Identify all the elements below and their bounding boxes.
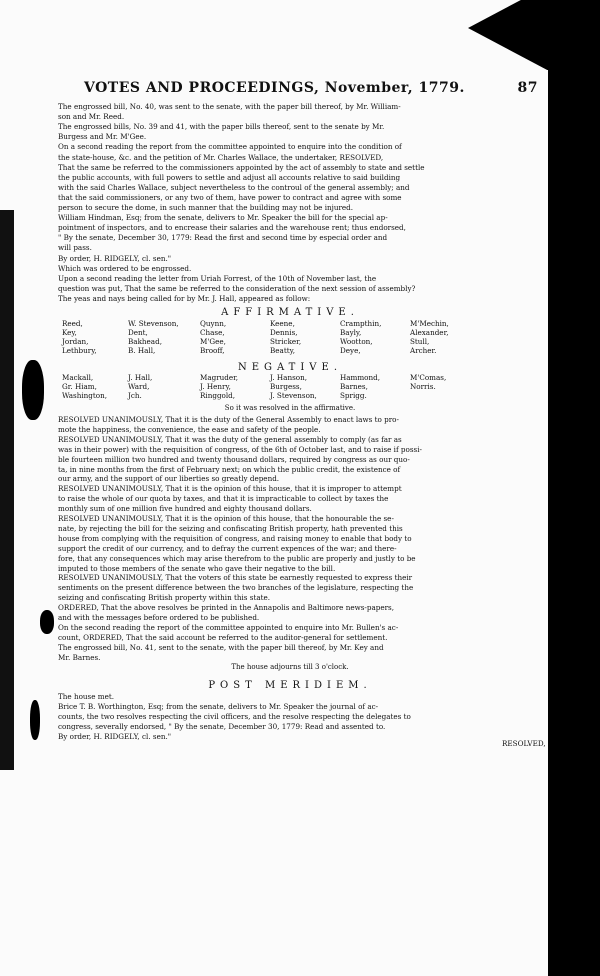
voter-name: J. Henry, bbox=[200, 382, 231, 391]
vote-result: So it was resolved in the affirmative. bbox=[224, 404, 356, 412]
catchword: RESOLVED, bbox=[502, 739, 546, 748]
voter-name: Sprigg. bbox=[340, 391, 367, 400]
negative-heading: NEGATIVE. bbox=[237, 362, 343, 373]
text-line: Upon a second reading the letter from Uriah Forrest, of the 10th of November last, the bbox=[58, 274, 377, 283]
text-line: the state-house, &c. and the petition of Mr. Charles Wallace, the undertaker, RESOLVED, bbox=[58, 153, 384, 162]
voter-name: Chase, bbox=[200, 328, 225, 337]
text-line: William Hindman, Esq; from the senate, delivers to Mr. Speaker the bill for the special ap- bbox=[58, 214, 388, 223]
text-line: monthly sum of one million five hundred and eighty thousand dollars. bbox=[58, 505, 312, 514]
text-line: imputed to those members of the senate who gave their negative to the bill. bbox=[58, 564, 336, 573]
scan-shadow-left bbox=[0, 210, 14, 770]
voter-name: Brooff, bbox=[200, 346, 225, 355]
text-line: count, ORDERED, That the said account be referred to the auditor-general for settlement. bbox=[58, 633, 388, 642]
voter-name: Stricker, bbox=[270, 337, 302, 346]
text-line: On the second reading the report of the committee appointed to enquire into Mr. Bullen's ac- bbox=[58, 623, 399, 632]
text-line: That the same be referred to the commissioners appointed by the act of assembly to state and settle bbox=[58, 163, 425, 172]
voter-name: Keene, bbox=[270, 319, 295, 328]
text-line: On a second reading the report from the committee appointed to enquire into the condition of bbox=[58, 143, 402, 152]
voter-name: Lethbury, bbox=[62, 346, 97, 355]
ink-blot bbox=[40, 610, 54, 634]
voter-name: Reed, bbox=[62, 319, 83, 328]
ink-blot bbox=[22, 360, 44, 420]
text-line: and with the messages before ordered to be published. bbox=[58, 614, 260, 622]
text-line: Mr. Barnes. bbox=[58, 653, 101, 662]
voter-name: Jch. bbox=[128, 391, 142, 400]
text-line: RESOLVED UNANIMOUSLY, That it is the opinion of this house, that it is improper to attempt bbox=[58, 485, 402, 494]
text-line: that the said commissioners, or any two of them, have power to contract and agree with some bbox=[58, 193, 402, 202]
voter-name: W. Stevenson, bbox=[128, 319, 179, 328]
voter-name: Quynn, bbox=[200, 319, 227, 328]
voter-name: Washington, bbox=[62, 391, 108, 400]
voter-name: Alexander, bbox=[410, 328, 449, 337]
text-line: Burgess and Mr. M'Gee. bbox=[58, 133, 147, 142]
text-line: house from complying with the requisition of congress, and raising money to enable that body to bbox=[58, 534, 412, 543]
text-line: was in their power) with the requisition of congress, of the 6th of October last, and to raise if possi- bbox=[58, 445, 422, 454]
voter-name: Ward, bbox=[128, 382, 150, 391]
text-line: son and Mr. Reed. bbox=[58, 113, 125, 122]
text-line: The yeas and nays being called for by Mr. J. Hall, appeared as follow: bbox=[58, 294, 311, 303]
text-line: RESOLVED UNANIMOUSLY, That it was the duty of the general assembly to comply (as far as bbox=[58, 435, 402, 444]
text-line: to raise the whole of our quota by taxes, and that it is impracticable to collect by taxes the bbox=[58, 495, 389, 504]
text-line: The engrossed bill, No. 40, was sent to the senate, with the paper bill thereof, by Mr. William- bbox=[58, 103, 401, 111]
text-line: nate, by rejecting the bill for the seizing and confiscating British property, hath prevented this bbox=[58, 524, 403, 533]
voter-name: Norris. bbox=[410, 382, 436, 391]
text-line: pointment of inspectors, and to encrease their salaries and the warehouse rent; thus endorsed, bbox=[58, 224, 406, 233]
text-line: The house met. bbox=[58, 693, 115, 701]
text-line: ble fourteen million two hundred and twenty thousand dollars, required by congress as our quo- bbox=[58, 455, 410, 464]
text-line: ORDERED, That the above resolves be printed in the Annapolis and Baltimore news-papers, bbox=[58, 604, 394, 613]
voter-name: B. Hall, bbox=[128, 346, 156, 355]
text-line: question was put, That the same be referred to the consideration of the next session of assembly? bbox=[58, 284, 416, 293]
text-line: support the credit of our currency, and to defray the current expences of the war; and there- bbox=[58, 544, 397, 553]
text-line: our army, and the support of our liberties so greatly depend. bbox=[58, 475, 280, 484]
page-title: VOTES AND PROCEEDINGS, November, 1779. bbox=[84, 80, 465, 96]
voter-name: Hammond, bbox=[340, 373, 381, 382]
voter-name: Dennis, bbox=[270, 328, 298, 337]
voter-name: M'Mechin, bbox=[410, 319, 449, 328]
text-line: seizing and confiscating British property within this state. bbox=[58, 594, 271, 603]
text-line: fore, that any consequences which may arise therefrom to the public are properly and justly to be bbox=[58, 554, 416, 563]
voter-name: Deye, bbox=[340, 346, 361, 355]
voter-name: Bayly, bbox=[340, 328, 362, 337]
voter-name: Magruder, bbox=[200, 373, 239, 382]
voter-name: M'Gee, bbox=[200, 337, 226, 346]
text-line: mote the happiness, the convenience, the ease and safety of the people. bbox=[58, 425, 321, 434]
ink-blot bbox=[30, 700, 40, 740]
text-line: ta, in nine months from the first of February next; on which the public credit, the existence of bbox=[58, 465, 401, 474]
scan-shadow-right bbox=[548, 40, 600, 976]
voter-name: Mackall, bbox=[62, 373, 94, 382]
voter-name: J. Hanson, bbox=[270, 373, 308, 382]
page-header bbox=[84, 80, 544, 96]
text-line: person to secure the dome, in such manner that the building may not be injured. bbox=[58, 204, 354, 212]
voter-name: Wootton, bbox=[340, 337, 373, 346]
text-line: RESOLVED UNANIMOUSLY, That the voters of this state be earnestly requested to express their bbox=[58, 574, 413, 583]
voter-name: Barnes, bbox=[340, 382, 368, 391]
text-line: RESOLVED UNANIMOUSLY, That it is the opinion of this house, that the honourable the se- bbox=[58, 515, 394, 523]
text-line: with the said Charles Wallace, subject nevertheless to the controul of the general assembly; and bbox=[58, 183, 410, 192]
text-line: By order, H. RIDGELY, cl. sen." bbox=[58, 254, 172, 263]
text-line: congress, severally endorsed, " By the senate, December 30, 1779: Read and assented to. bbox=[58, 722, 386, 731]
voter-name: Bakhead, bbox=[128, 337, 162, 346]
voter-name: Stull, bbox=[410, 337, 430, 346]
text-line: will pass. bbox=[58, 244, 92, 253]
voter-name: Ringgold, bbox=[200, 391, 236, 400]
text-line: Brice T. B. Worthington, Esq; from the senate, delivers to Mr. Speaker the journal of ac- bbox=[58, 702, 379, 711]
voter-name: Crampthin, bbox=[340, 319, 382, 328]
voter-name: Archer. bbox=[410, 346, 437, 355]
text-line: " By the senate, December 30, 1779: Read the first and second time by especial order and bbox=[58, 234, 388, 243]
text-line: the public accounts, with full powers to settle and adjust all accounts relative to said building bbox=[58, 173, 401, 182]
voter-name: M'Comas, bbox=[410, 373, 447, 382]
post-meridiem-heading: POST MERIDIEM. bbox=[208, 680, 372, 691]
voter-name: Beatty, bbox=[270, 346, 295, 355]
voter-name: J. Hall, bbox=[128, 373, 153, 382]
voter-name: Jordan, bbox=[62, 337, 89, 346]
text-line: The engrossed bills, No. 39 and 41, with the paper bills thereof, sent to the senate by Mr. bbox=[58, 123, 385, 132]
page-number: 87 bbox=[517, 80, 538, 96]
adjourn-line: The house adjourns till 3 o'clock. bbox=[231, 663, 349, 671]
text-line: RESOLVED UNANIMOUSLY, That it is the duty of the General Assembly to enact laws to pro- bbox=[58, 416, 399, 424]
voter-name: J. Stevenson, bbox=[270, 391, 317, 400]
text-line: By order, H. RIDGELY, cl. sen." bbox=[58, 732, 172, 741]
voter-name: Dent, bbox=[128, 328, 148, 337]
text-line: sentiments on the present difference between the two branches of the legislature, respecting the bbox=[58, 584, 414, 593]
text-line: Which was ordered to be engrossed. bbox=[58, 264, 192, 273]
affirmative-heading: AFFIRMATIVE. bbox=[221, 307, 359, 318]
voter-name: Key, bbox=[62, 328, 77, 337]
voter-name: Burgess, bbox=[270, 382, 302, 391]
voter-name: Gr. Hiam, bbox=[62, 382, 97, 391]
text-line: counts, the two resolves respecting the civil officers, and the resolve respecting the delegates to bbox=[58, 712, 411, 721]
text-line: The engrossed bill, No. 41, sent to the senate, with the paper bill thereof, by Mr. Key and bbox=[58, 643, 384, 652]
